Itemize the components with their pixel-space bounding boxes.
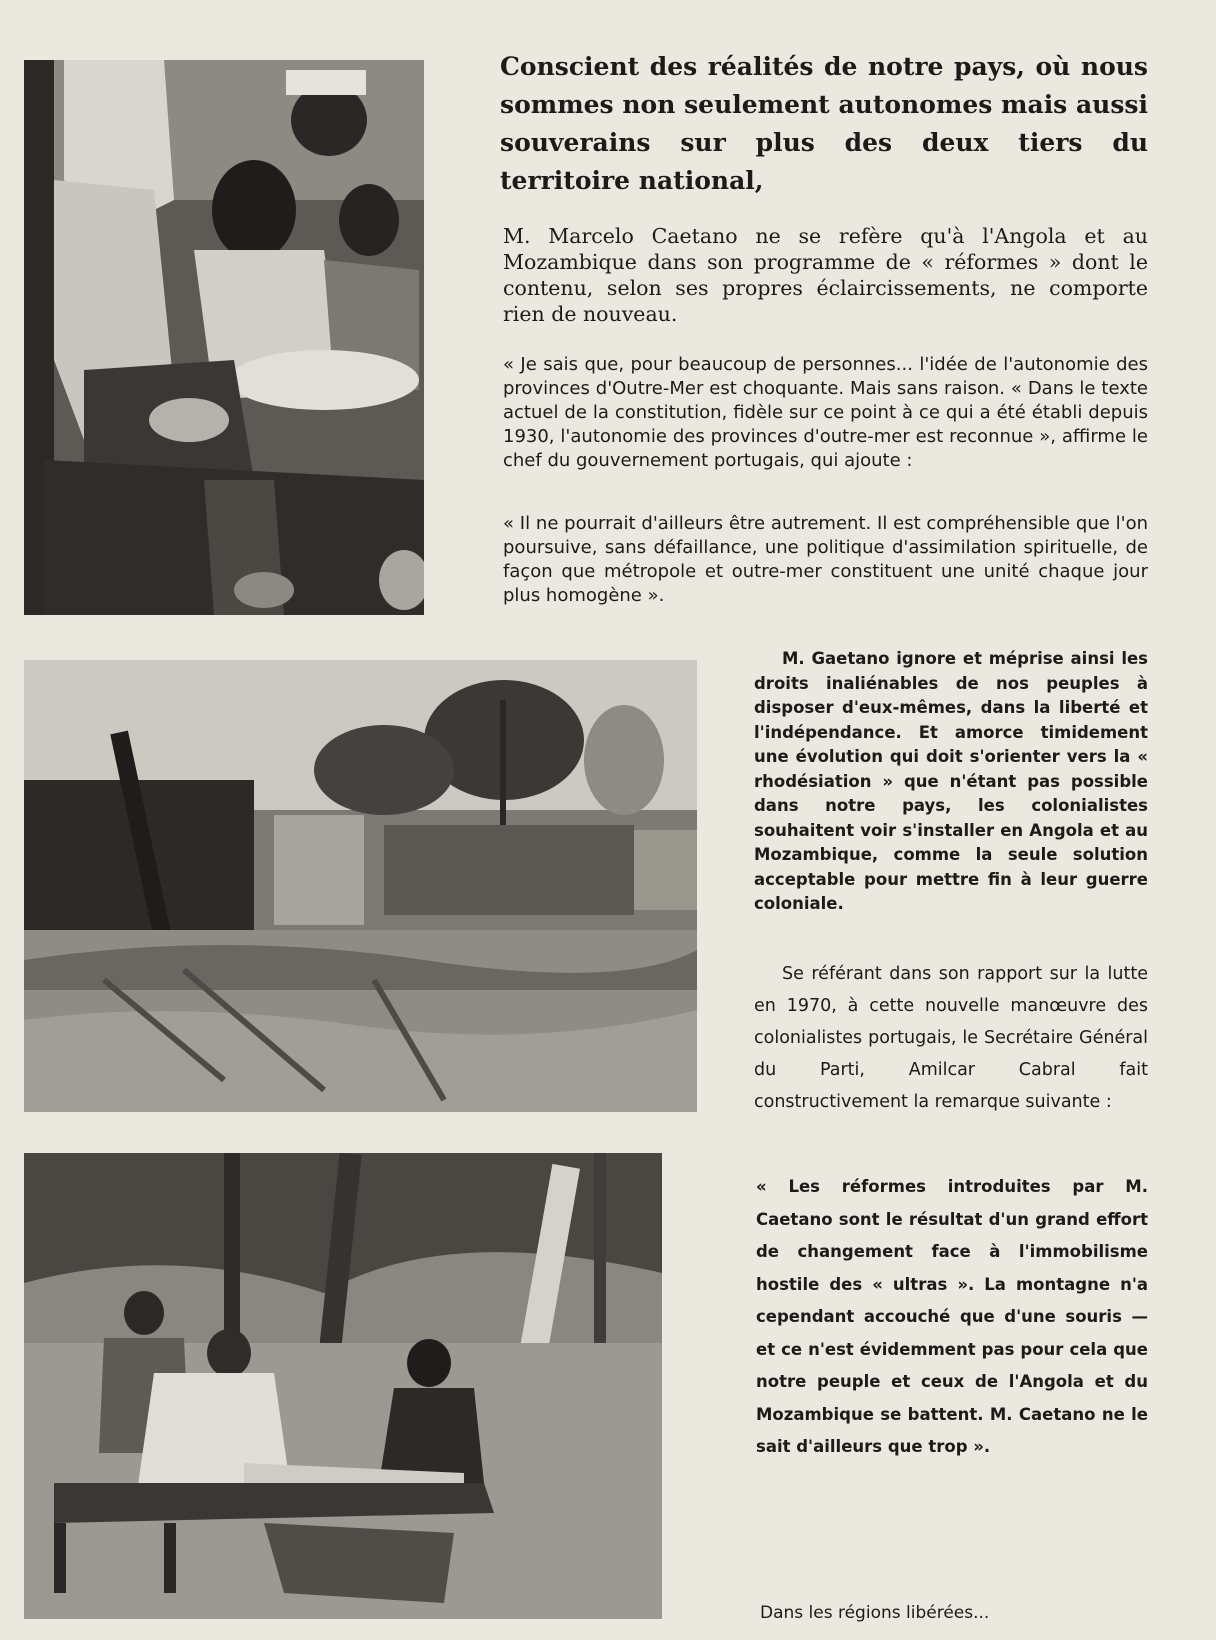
photo-village-landscape xyxy=(24,660,697,1112)
photo-figures-under-trees-image xyxy=(24,1153,662,1619)
headline: Conscient des réalités de notre pays, où nous sommes non seulement autonomes mais aussi souverains sur plus des deux tiers du territoire national, xyxy=(500,52,1148,195)
photo-caption: Dans les régions libérées... xyxy=(760,1603,990,1623)
cabral-quote-paragraph: « Les réformes introduites par M. Caetano sont le résultat d'un grand effort de changement face à l'immobilisme hostile des « ultras ». La montagne n'a cependant accouché que d'une souris — et ce n'est évidemment pas pour cela que notre peuple et ceux de l'Angola et du Mozambique se battent. M. Caetano ne le sait d'ailleurs que trop ». xyxy=(756,1177,1148,1456)
caetano-quote-paragraph-2: « Il ne pourrait d'ailleurs être autrement. Il est compréhensible que l'on poursuive, sans défaillance, une politique d'assimilation spirituelle, de façon que métropole et outre-mer constituent une unité chaque jour plus homogène ». xyxy=(503,513,1148,606)
caetano-quote-paragraph-1: « Je sais que, pour beaucoup de personnes... l'idée de l'autonomie des provinces d'Outre-Mer est choquante. Mais sans raison. « Dans le texte actuel de la constitution, fidèle sur ce point à ce qui a été établi depuis 1930, l'autonomie des provinces d'outre-mer est reconnue », affirme le chef du gouvernement portugais, qui ajoute : xyxy=(503,354,1148,471)
photo-group-with-tray-image xyxy=(24,60,424,615)
intro-paragraph: M. Marcelo Caetano ne se refère qu'à l'Angola et au Mozambique dans son programme de « réformes » dont le contenu, selon ses propres éclaircissements, ne comporte rien de nouveau. xyxy=(503,224,1148,326)
photo-group-with-tray xyxy=(24,60,424,615)
commentary-bold-text: M. Gaetano ignore et méprise ainsi les droits inaliénables de nos peuples à disposer d'eux-mêmes, dans la liberté et l'indépendance. Et amorce timidement une évolution qui doit s'orienter vers la « rhodésiation » que n'étant pas possible dans notre pays, les colonialistes souhaitent voir s'installer en Angola et au Mozambique, comme la seule solution acceptable pour mettre fin à leur guerre coloniale. xyxy=(754,649,1148,913)
photo-village-landscape-image xyxy=(24,660,697,1112)
commentary-bold-paragraph xyxy=(754,647,1148,917)
report-text: Se référant dans son rapport sur la lutte en 1970, à cette nouvelle manœuvre des colonialistes portugais, le Secrétaire Général du Parti, Amilcar Cabral fait constructivement la remarque suivante : xyxy=(754,964,1148,1112)
photo-figures-under-trees xyxy=(24,1153,662,1619)
report-paragraph xyxy=(754,958,1148,1118)
